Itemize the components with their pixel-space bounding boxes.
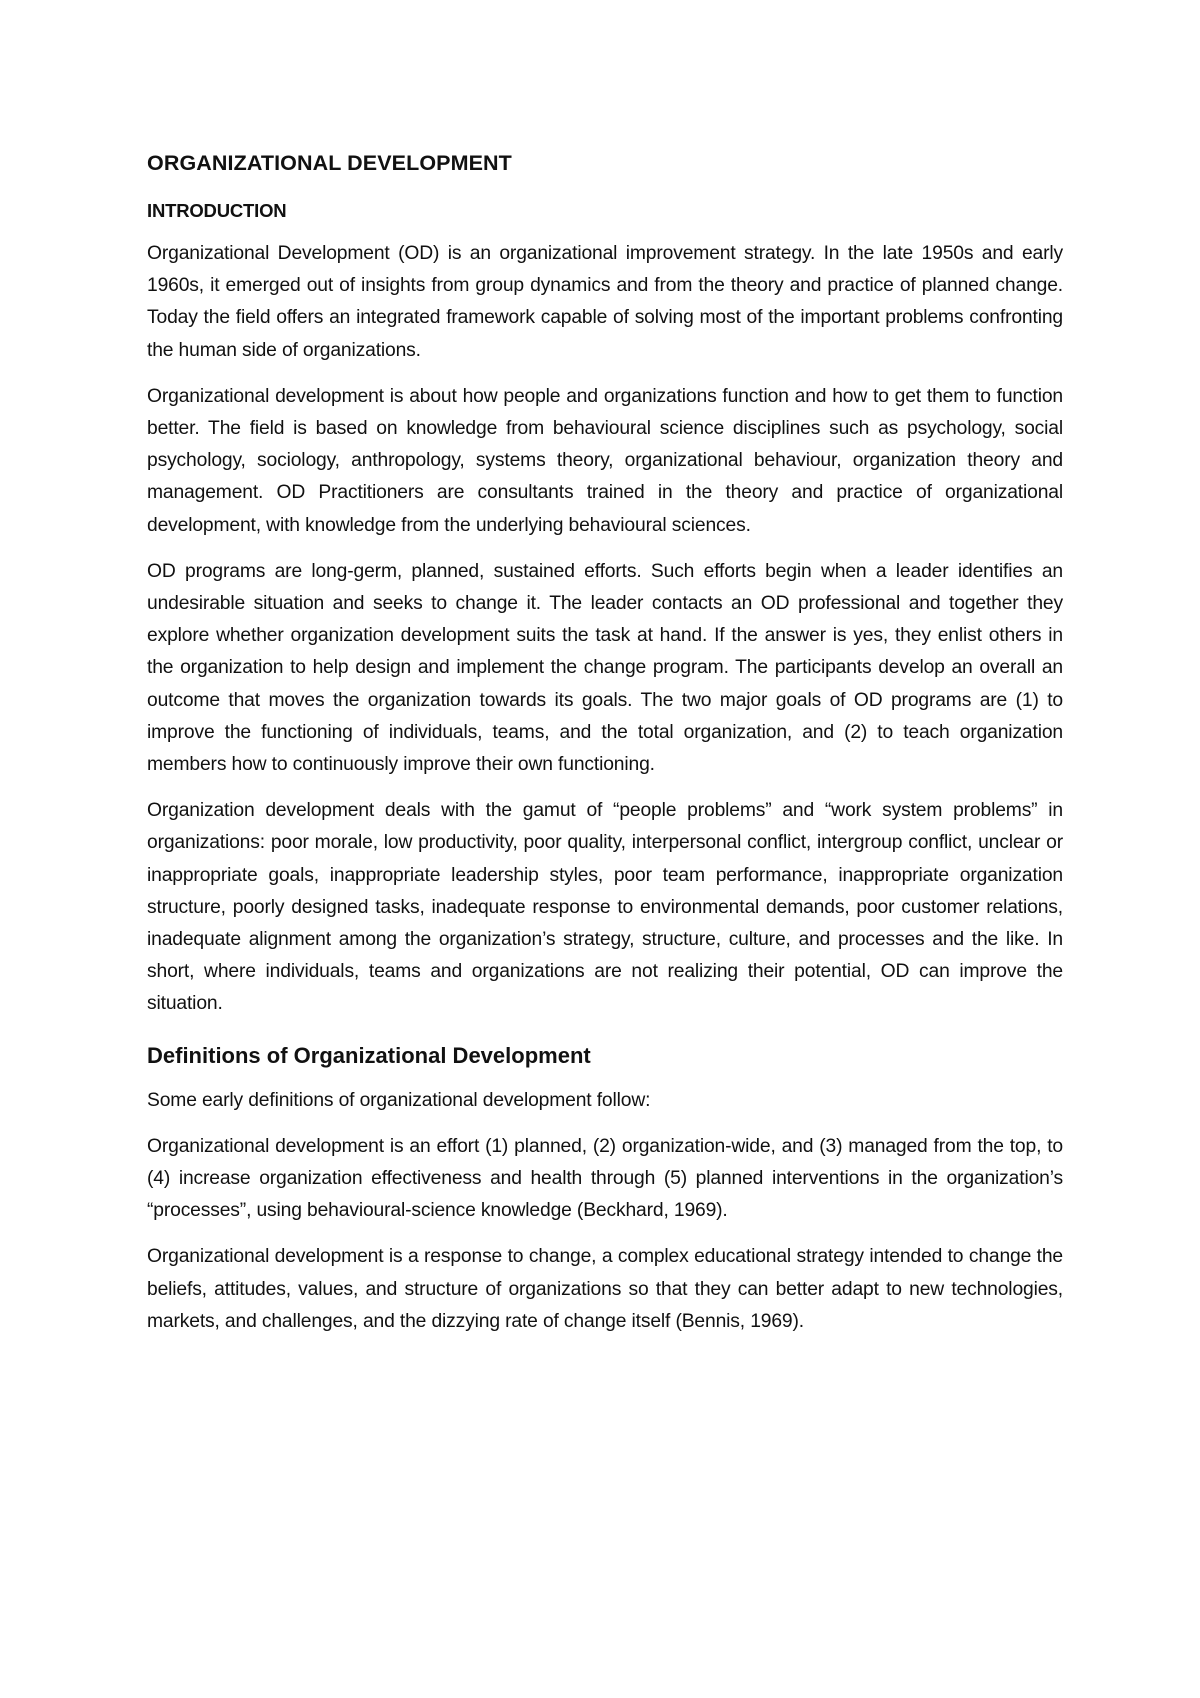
definitions-heading: Definitions of Organizational Development — [147, 1042, 591, 1068]
intro-paragraph-4: Organization development deals with the gamut of “people problems” and “work system problems” in organizations: poor morale, low productivity, poor quality, interpersonal conflict, intergroup conflict, unclear or inappropriate goals, inappropriate leadership styles, poor team performance, inappropriate organization structure, poorly designed tasks, inadequate response to environmental demands, poor customer relations, inadequate alignment among the organization’s strategy, structure, culture, and processes and the like. In short, where individuals, teams and organizations are not realizing their potential, OD can improve the situation. — [147, 800, 1063, 1015]
definition-bennis: Organizational development is a response to change, a complex educational strategy intended to change the beliefs, attitudes, values, and structure of organizations so that they can better adapt to new technologies, markets, and challenges, and the dizzying rate of change itself (Bennis, 1969). — [147, 1246, 1063, 1332]
introduction-heading: INTRODUCTION — [147, 200, 287, 221]
intro-paragraph-2: Organizational development is about how people and organizations function and how to get them to function better. The field is based on knowledge from behavioural science disciplines such as psychology, social psychology, sociology, anthropology, systems theory, organizational behaviour, organization theory and management. OD Practitioners are consultants trained in the theory and practice of organizational development, with knowledge from the underlying behavioural sciences. — [147, 385, 1063, 536]
intro-paragraph-3: OD programs are long-germ, planned, sustained efforts. Such efforts begin when a leader identifies an undesirable situation and seeks to change it. The leader contacts an OD professional and together they explore whether organization development suits the task at hand. If the answer is yes, they enlist others in the organization to help design and implement the change program. The participants develop an overall an outcome that moves the organization towards its goals. The two major goals of OD programs are (1) to improve the functioning of individuals, teams, and the total organization, and (2) to teach organization members how to continuously improve their own functioning. — [147, 560, 1063, 776]
document-title: ORGANIZATIONAL DEVELOPMENT — [147, 151, 512, 175]
document-page — [147, 148, 1063, 1338]
definitions-intro: Some early definitions of organizational development follow: — [147, 1089, 651, 1111]
intro-paragraph-1: Organizational Development (OD) is an organizational improvement strategy. In the late 1950s and early 1960s, it emerged out of insights from group dynamics and from the theory and practice of planned change. Today the field offers an integrated framework capable of solving most of the important problems confronting the human side of organizations. — [147, 243, 1063, 361]
definition-beckhard: Organizational development is an effort (1) planned, (2) organization-wide, and (3) managed from the top, to (4) increase organization effectiveness and health through (5) planned interventions in the organization’s “processes”, using behavioural-science knowledge (Beckhard, 1969). — [147, 1135, 1063, 1222]
